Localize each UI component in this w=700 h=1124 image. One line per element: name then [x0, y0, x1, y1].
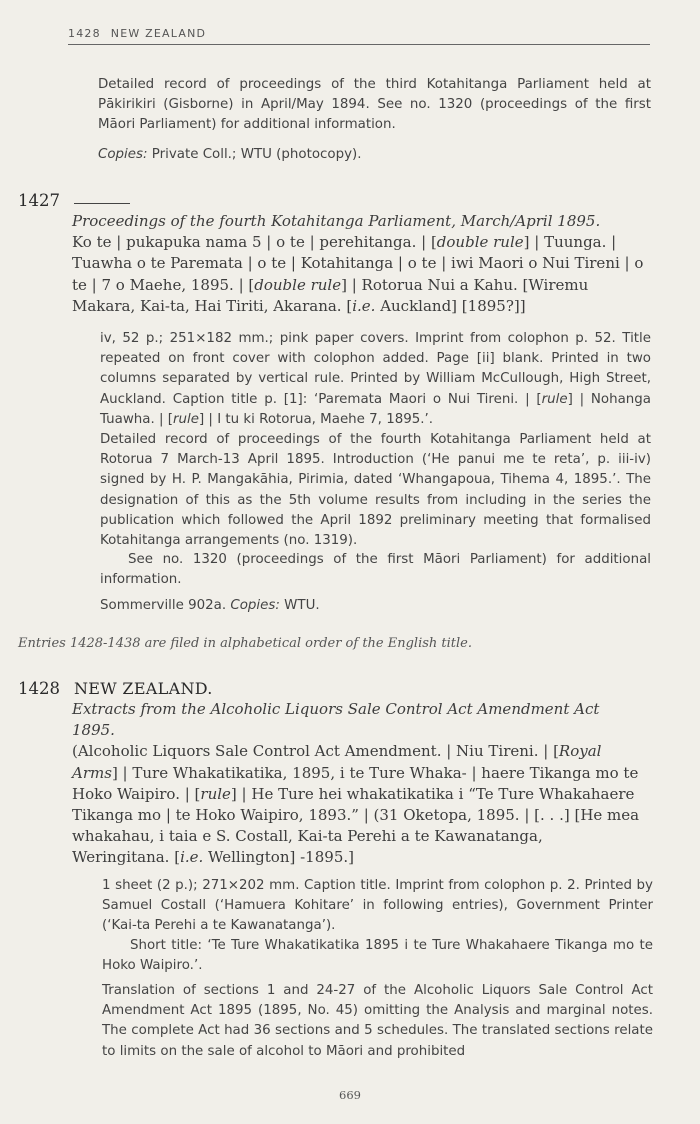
entry-1428-short-title — [102, 936, 653, 976]
description-part: ] | I tu ki Rotorua, Maehe 7, 1895.’. — [198, 411, 434, 427]
copies-text: Private Coll.; WTU (photocopy). — [147, 147, 362, 162]
title-text-italic: double rule — [254, 275, 342, 294]
title-text-part: ] | Ture Whakatikatika, 1895, i te Ture Whaka- | haere Tikanga mo te Hoko Waipiro. | [ — [72, 763, 639, 803]
short-title-text: Short title: ‘Te Ture Whakatikatika 1895 i te Ture Whakahaere Tikanga mo te Hoko Waipiro.’. — [102, 938, 653, 974]
entry-1427-notes — [100, 430, 651, 551]
description-italic: rule — [541, 391, 568, 407]
prev-entry-copies — [98, 145, 651, 165]
entry-1427-see-also — [100, 550, 651, 590]
description-part: ] | Nohanga Tuawha. | [ — [100, 391, 651, 427]
see-also-text: See no. 1320 (proceedings of the first Māori Parliament) for additional information. — [100, 552, 651, 588]
description-text: 1 sheet (2 p.); 271×202 mm. Caption title. Imprint from colophon p. 2. Printed by Samuel Costall (‘Hamuera Kohitare’ in following entries), Government Printer (‘Kai-ta Perehi a te Kawanatanga’). — [102, 878, 653, 934]
notes-text: Translation of sections 1 and 24-27 of the Alcoholic Liquors Sale Control Act Amendment Act 1895 (1895, No. 45) omitting the Analysis and marginal notes. The complete Act had 36 sections and 5 schedules. The translated sections relate to limits on the sale of alcohol to Māori and prohibited — [102, 983, 653, 1059]
title-text-italic: rule — [200, 784, 231, 803]
description-part: iv, 52 p.; 251×182 mm.; pink paper covers. Imprint from colophon p. 52. Title repeated on front cover with colophon added. Page [ii] blank. Printed in two columns separated by vertical rule. Printed by William McCullough, High Street, Auckland. Caption title p. [1]: ‘Paremata Maori o Nui Tireni. | [ — [100, 331, 651, 407]
running-head-page-number: 1428 — [68, 27, 101, 40]
reference-text: Sommerville 902a. — [100, 598, 231, 613]
entry-1427-title-italic: Proceedings of the fourth Kotahitanga Parliament, March/April 1895. — [72, 212, 601, 230]
prev-entry-text: Detailed record of proceedings of the third Kotahitanga Parliament held at Pākirikiri (Gisborne) in April/May 1894. See no. 1320 (proceedings of the first Māori Parliament) for additional information. — [98, 77, 651, 133]
copies-text: WTU. — [279, 598, 320, 613]
running-head — [68, 27, 650, 45]
title-text-italic: Royal Arms — [72, 742, 602, 782]
entry-1428-heading: NEW ZEALAND. — [74, 679, 213, 698]
title-text-part: ] | Rotorua Nui a Kahu. [Wiremu Makara, Kai-ta, Hai Tiriti, Akarana. [ — [72, 275, 589, 315]
title-text-part: (Alcoholic Liquors Sale Control Act Amendment. | Niu Tireni. | [ — [72, 742, 559, 761]
filing-note: Entries 1428-1438 are filed in alphabetical order of the English title. — [18, 636, 473, 651]
title-text-italic: double rule — [436, 233, 524, 252]
copies-label: Copies: — [98, 147, 148, 162]
entry-1427-physical-description — [100, 329, 651, 430]
prev-entry-paragraph — [98, 75, 651, 136]
entry-1428-physical-description — [102, 876, 653, 937]
entry-1428-title — [72, 699, 642, 869]
entry-1428-notes — [102, 981, 653, 1062]
description-italic: rule — [173, 411, 199, 427]
page-number: 669 — [339, 1088, 361, 1102]
entry-1427-references — [100, 596, 651, 616]
copies-label: Copies: — [230, 598, 280, 613]
title-text-part: Wellington] -1895.] — [203, 848, 354, 867]
title-text-part: ] | Tuunga. | Tuawha o te Paremata | o te | Kotahitanga | o te | iwi Maori o Nui Tireni | o te | 7 o Maehe, 1895. | [ — [72, 233, 644, 294]
title-text-part: ] | He Ture hei whakatikatika i “Te Ture Whakahaere Tikanga mo | te Hoko Waipiro, 1893.” | (31 Oketopa, 1895. | [. . .] [He mea whakahau, i taia e S. Costall, Kai-ta Perehi a te Kawanatanga, Weringitana. [ — [72, 784, 640, 867]
entry-1427-title — [72, 211, 652, 317]
running-head-title: NEW ZEALAND — [110, 27, 207, 40]
entry-1428-title-italic: Extracts from the Alcoholic Liquors Sale Control Act Amendment Act 1895. — [72, 700, 600, 740]
notes-text: Detailed record of proceedings of the fourth Kotahitanga Parliament held at Rotorua 7 March-13 April 1895. Introduction (‘He panui me te reta’, p. iii-iv) signed by H. P. Mangakāhia, Pirimia, dated ‘Whangapoua, Tihema 4, 1895.’. The designation of this as the 5th volume results from including in the series the publication which followed the April 1892 preliminary meeting that formalised Kotahitanga arrangements (no. 1319). — [100, 432, 651, 549]
entry-number-1428: 1428 — [18, 679, 60, 698]
title-text-italic: i.e. — [180, 848, 204, 867]
entry-rule — [74, 203, 130, 204]
title-text-italic: i.e. — [352, 296, 376, 315]
entry-number-1427: 1427 — [18, 191, 60, 210]
title-text-part: Ko te | pukapuka nama 5 | o te | perehitanga. | [ — [72, 233, 437, 252]
title-text-part: Auckland] [1895?]] — [375, 296, 526, 315]
